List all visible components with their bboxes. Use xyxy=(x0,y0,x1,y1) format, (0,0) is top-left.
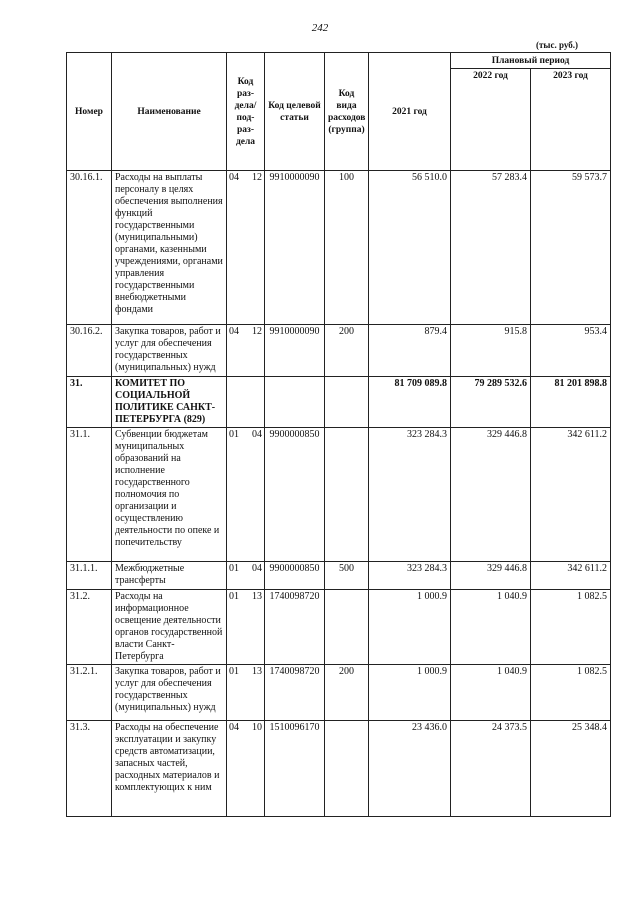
section-code: 04 xyxy=(229,172,239,183)
row-2021: 1 000.9 xyxy=(369,590,451,665)
row-2023: 342 611.2 xyxy=(531,428,611,562)
row-name: Межбюджетные трансферты xyxy=(112,562,227,590)
row-section-code xyxy=(227,665,265,721)
row-2022: 1 040.9 xyxy=(451,665,531,721)
row-section-code xyxy=(227,171,265,325)
row-2022: 24 373.5 xyxy=(451,721,531,817)
row-expense-code xyxy=(325,721,369,817)
row-2023: 25 348.4 xyxy=(531,721,611,817)
row-section-code xyxy=(227,325,265,377)
row-name: Закупка товаров, работ и услуг для обеспечения государственных (муниципальных) нужд xyxy=(112,325,227,377)
row-2023: 1 082.5 xyxy=(531,665,611,721)
row-number: 31.1. xyxy=(67,428,112,562)
row-2021: 323 284.3 xyxy=(369,562,451,590)
row-2021: 1 000.9 xyxy=(369,665,451,721)
row-2023: 342 611.2 xyxy=(531,562,611,590)
row-name: Субвенции бюджетам муниципальных образований на исполнение государственного полномочия по организации и осуществлению деятельности по опеке и попечительству xyxy=(112,428,227,562)
row-target-code: 1510096170 xyxy=(265,721,325,817)
row-2023: 953.4 xyxy=(531,325,611,377)
row-target-code: 9910000090 xyxy=(265,171,325,325)
subsection-code: 12 xyxy=(252,326,262,337)
header-section-code: Код раз-дела/ под-раз-дела xyxy=(227,53,265,171)
row-number: 31.3. xyxy=(67,721,112,817)
page-number: 242 xyxy=(311,22,329,34)
subsection-code: 04 xyxy=(252,563,262,574)
table-row xyxy=(67,377,611,428)
row-2022: 57 283.4 xyxy=(451,171,531,325)
row-2022: 79 289 532.6 xyxy=(451,377,531,428)
row-section-code xyxy=(227,721,265,817)
row-section-code xyxy=(227,428,265,562)
row-2023: 59 573.7 xyxy=(531,171,611,325)
table-row xyxy=(67,562,611,590)
section-code: 04 xyxy=(229,326,239,337)
row-name: Расходы на информационное освещение деятельности органов государственной власти Санкт-Петербурга xyxy=(112,590,227,665)
subsection-code: 13 xyxy=(252,591,262,602)
subsection-code: 04 xyxy=(252,429,262,440)
row-2022: 329 446.8 xyxy=(451,428,531,562)
row-target-code: 9910000090 xyxy=(265,325,325,377)
table-row xyxy=(67,665,611,721)
units-label: (тыс. руб.) xyxy=(536,40,578,50)
section-code: 01 xyxy=(229,666,239,677)
subsection-code: 13 xyxy=(252,666,262,677)
table-row xyxy=(67,721,611,817)
row-number: 31.1.1. xyxy=(67,562,112,590)
header-planned-period: Плановый период xyxy=(451,53,611,69)
row-number: 30.16.1. xyxy=(67,171,112,325)
row-number: 30.16.2. xyxy=(67,325,112,377)
row-2022: 329 446.8 xyxy=(451,562,531,590)
row-expense-code xyxy=(325,428,369,562)
row-number: 31. xyxy=(67,377,112,428)
section-code: 01 xyxy=(229,591,239,602)
row-name: Расходы на обеспечение эксплуатации и закупку средств автоматизации, запасных частей, расходных материалов и комплектующих к ним xyxy=(112,721,227,817)
budget-table xyxy=(66,52,611,817)
section-code: 04 xyxy=(229,722,239,733)
row-section-code xyxy=(227,590,265,665)
header-year-2023: 2023 год xyxy=(531,69,611,171)
row-name: Расходы на выплаты персоналу в целях обеспечения выполнения функций государственными (муниципальными) органами, казенными учреждениями, органами управления государственными внебюджетными фондами xyxy=(112,171,227,325)
header-expense-code: Код вида расходов (группа) xyxy=(325,53,369,171)
row-number: 31.2.1. xyxy=(67,665,112,721)
row-target-code: 9900000850 xyxy=(265,428,325,562)
row-expense-code xyxy=(325,590,369,665)
header-year-2022: 2022 год xyxy=(451,69,531,171)
row-name: КОМИТЕТ ПО СОЦИАЛЬНОЙ ПОЛИТИКЕ САНКТ-ПЕТЕРБУРГА (829) xyxy=(112,377,227,428)
subsection-code: 12 xyxy=(252,172,262,183)
row-name: Закупка товаров, работ и услуг для обеспечения государственных (муниципальных) нужд xyxy=(112,665,227,721)
row-2021: 81 709 089.8 xyxy=(369,377,451,428)
header-number: Номер xyxy=(67,53,112,171)
table-row xyxy=(67,325,611,377)
row-target-code: 1740098720 xyxy=(265,665,325,721)
row-2021: 879.4 xyxy=(369,325,451,377)
row-2023: 81 201 898.8 xyxy=(531,377,611,428)
row-section-code xyxy=(227,377,265,428)
row-target-code: 1740098720 xyxy=(265,590,325,665)
row-expense-code: 500 xyxy=(325,562,369,590)
row-number: 31.2. xyxy=(67,590,112,665)
section-code: 01 xyxy=(229,563,239,574)
table-row xyxy=(67,428,611,562)
row-expense-code xyxy=(325,377,369,428)
header-target-code: Код целевой статьи xyxy=(265,53,325,171)
row-target-code: 9900000850 xyxy=(265,562,325,590)
header-name: Наименование xyxy=(112,53,227,171)
row-section-code xyxy=(227,562,265,590)
row-expense-code: 200 xyxy=(325,665,369,721)
row-target-code xyxy=(265,377,325,428)
row-2022: 1 040.9 xyxy=(451,590,531,665)
row-2021: 56 510.0 xyxy=(369,171,451,325)
row-expense-code: 200 xyxy=(325,325,369,377)
header-year-2021: 2021 год xyxy=(369,53,451,171)
row-2021: 23 436.0 xyxy=(369,721,451,817)
subsection-code: 10 xyxy=(252,722,262,733)
section-code: 01 xyxy=(229,429,239,440)
row-2022: 915.8 xyxy=(451,325,531,377)
row-2023: 1 082.5 xyxy=(531,590,611,665)
row-expense-code: 100 xyxy=(325,171,369,325)
row-2021: 323 284.3 xyxy=(369,428,451,562)
table-row xyxy=(67,171,611,325)
table-row xyxy=(67,590,611,665)
